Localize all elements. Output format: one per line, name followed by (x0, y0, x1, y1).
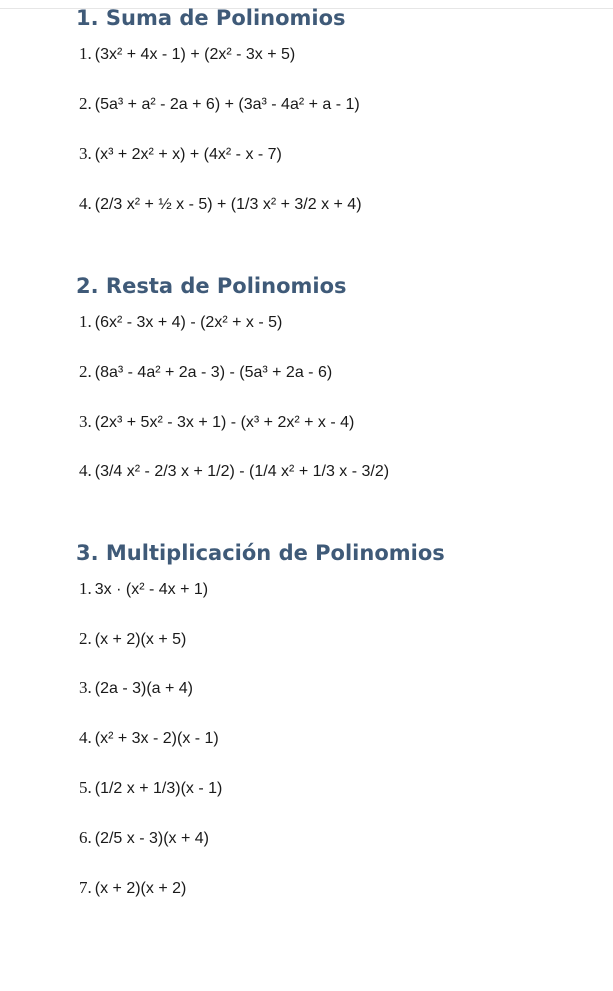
list-item (79, 363, 332, 381)
list-item (79, 580, 208, 598)
section-title-suma: 1. Suma de Polinomios (76, 6, 346, 30)
item-number: 3. (79, 678, 92, 697)
item-expression: (5a³ + a² - 2a + 6) + (3a³ - 4a² + a - 1) (94, 96, 360, 113)
item-number: 1. (79, 579, 92, 598)
list-item (79, 679, 193, 697)
item-number: 7. (79, 878, 92, 897)
item-expression: (x² + 3x - 2)(x - 1) (94, 730, 219, 747)
list-item (79, 313, 282, 331)
item-expression: (3/4 x² - 2/3 x + 1/2) - (1/4 x² + 1/3 x - 3/2) (94, 463, 390, 480)
item-expression: (1/2 x + 1/3)(x - 1) (94, 780, 223, 797)
item-expression: (2/5 x - 3)(x + 4) (94, 830, 209, 847)
item-expression: 3x · (x² - 4x + 1) (94, 581, 209, 598)
item-expression: (x³ + 2x² + x) + (4x² - x - 7) (94, 146, 282, 163)
list-item (79, 45, 295, 63)
section-title-resta: 2. Resta de Polinomios (76, 274, 347, 298)
list-item (79, 145, 282, 163)
list-item (79, 630, 186, 648)
list-item (79, 195, 362, 213)
item-number: 6. (79, 828, 92, 847)
item-number: 4. (79, 461, 92, 480)
item-number: 5. (79, 778, 92, 797)
list-item (79, 462, 389, 480)
item-expression: (2x³ + 5x² - 3x + 1) - (x³ + 2x² + x - 4) (94, 414, 355, 431)
item-expression: (2a - 3)(a + 4) (94, 680, 194, 697)
item-expression: (2/3 x² + ½ x - 5) + (1/3 x² + 3/2 x + 4) (94, 196, 362, 213)
item-expression: (x + 2)(x + 2) (94, 880, 187, 897)
item-expression: (6x² - 3x + 4) - (2x² + x - 5) (94, 314, 283, 331)
list-item (79, 729, 219, 747)
item-number: 3. (79, 144, 92, 163)
item-number: 4. (79, 194, 92, 213)
list-item (79, 413, 354, 431)
item-number: 3. (79, 412, 92, 431)
item-number: 1. (79, 312, 92, 331)
item-expression: (8a³ - 4a² + 2a - 3) - (5a³ + 2a - 6) (94, 364, 333, 381)
item-number: 1. (79, 44, 92, 63)
list-item (79, 829, 209, 847)
list-item (79, 779, 222, 797)
item-number: 4. (79, 728, 92, 747)
item-number: 2. (79, 629, 92, 648)
item-number: 2. (79, 362, 92, 381)
list-item (79, 95, 360, 113)
item-expression: (3x² + 4x - 1) + (2x² - 3x + 5) (94, 46, 296, 63)
section-title-multiplicacion: 3. Multiplicación de Polinomios (76, 541, 445, 565)
list-item (79, 879, 186, 897)
item-number: 2. (79, 94, 92, 113)
item-expression: (x + 2)(x + 5) (94, 631, 187, 648)
